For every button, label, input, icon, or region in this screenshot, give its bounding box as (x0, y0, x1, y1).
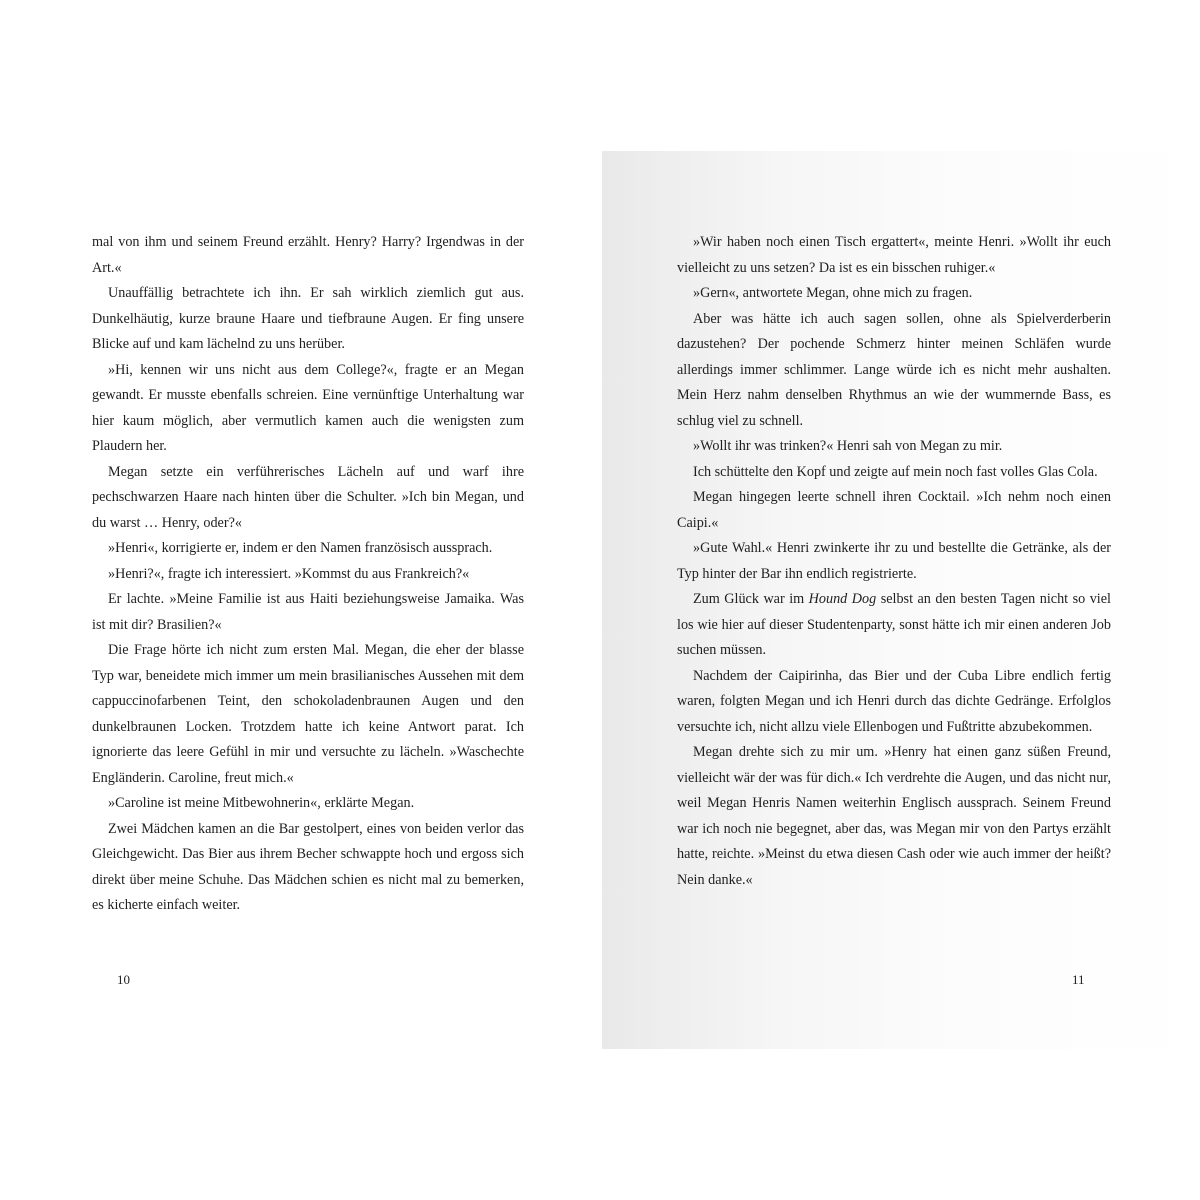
paragraph: Megan hingegen leerte schnell ihren Cocktail. »Ich nehm noch einen Caipi.« (677, 489, 1111, 531)
paragraph: »Wollt ihr was trinken?« Henri sah von Megan zu mir. (693, 438, 1003, 454)
bar-name-emphasis: Hound Dog (808, 591, 877, 607)
paragraph: »Caroline ist meine Mitbewohnerin«, erklärte Megan. (108, 795, 415, 811)
paragraph (677, 587, 1111, 664)
left-page-text (92, 230, 524, 919)
paragraph: »Hi, kennen wir uns nicht aus dem College?«, fragte er an Megan gewandt. Er musste ebenfalls schreien. Eine vernünftige Unterhaltung war hier kaum möglich, aber vermutlich kamen auch die wenigsten zum Plaudern her. (92, 361, 524, 454)
paragraph: Megan drehte sich zu mir um. »Henry hat einen ganz süßen Freund, vielleicht wär der was für dich.« Ich verdrehte die Augen, und das nicht nur, weil Megan Henris Namen weiterhin Englisch aussprach. Seinem Freund war ich noch nie begegnet, aber das, was Megan mir von den Partys erzählt hatte, reichte. »Meinst du etwa diesen Cash oder wie auch immer der heißt? Nein danke.« (677, 744, 1111, 888)
paragraph: »Gern«, antwortete Megan, ohne mich zu fragen. (693, 285, 973, 301)
paragraph: Er lachte. »Meine Familie ist aus Haiti beziehungsweise Jamaika. Was ist mit dir? Brasilien?« (92, 591, 524, 633)
paragraph-text: Zum Glück war im (693, 591, 809, 607)
right-page (602, 151, 1200, 1049)
paragraph: Zwei Mädchen kamen an die Bar gestolpert, eines von beiden verlor das Gleichgewicht. Das Bier aus ihrem Becher schwappte hoch und ergoss sich direkt über meine Schuhe. Das Mädchen schien es nicht mal zu bemerken, es kicherte einfach weiter. (92, 820, 524, 913)
paragraph: Nachdem der Caipirinha, das Bier und der Cuba Libre endlich fertig waren, folgten Megan und ich Henri durch das dichte Gedränge. Erfolglos versuchte ich, nicht allzu viele Ellenbogen und Fußtritte abzubekommen. (677, 667, 1111, 735)
paragraph: »Wir haben noch einen Tisch ergattert«, meinte Henri. »Wollt ihr euch vielleicht zu uns setzen? Da ist es ein bisschen ruhiger.« (677, 234, 1111, 276)
right-page-text (677, 230, 1111, 893)
paragraph: Die Frage hörte ich nicht zum ersten Mal. Megan, die eher der blasse Typ war, beneidete mich immer um mein brasilianisches Aussehen mit dem cappuccinofarbenen Teint, den schokoladenbraunen Augen und den dunkelbraunen Locken. Trotzdem hatte ich keine Antwort parat. Ich ignorierte das leere Gefühl in mir und versuchte zu lächeln. »Waschechte Engländerin. Caroline, freut mich.« (92, 642, 524, 786)
paragraph: »Henri«, korrigierte er, indem er den Namen französisch aussprach. (108, 540, 493, 556)
paragraph: »Henri?«, fragte ich interessiert. »Kommst du aus Frankreich?« (108, 565, 470, 582)
paragraph: mal von ihm und seinem Freund erzählt. Henry? Harry? Irgendwas in der Art.« (92, 234, 524, 276)
page-number-right: 11 (1072, 972, 1085, 987)
paragraph: Megan setzte ein verführerisches Lächeln auf und warf ihre pechschwarzen Haare nach hinten über die Schulter. »Ich bin Megan, und du warst … Henry, oder?« (92, 463, 524, 531)
paragraph-text: selbst an den besten Tagen nicht so viel los wie hier auf dieser Studentenparty, sonst hätte ich mir einen anderen Job suchen müssen. (677, 591, 1111, 658)
page-number-left: 10 (117, 972, 130, 987)
paragraph: Ich schüttelte den Kopf und zeigte auf mein noch fast volles Glas Cola. (693, 463, 1098, 480)
paragraph: Unauffällig betrachtete ich ihn. Er sah wirklich ziemlich gut aus. Dunkelhäutig, kurze braune Haare und tiefbraune Augen. Er fing unsere Blicke auf und kam lächelnd zu uns herüber. (92, 285, 524, 352)
paragraph: Aber was hätte ich auch sagen sollen, ohne als Spielverderberin dazustehen? Der pochende Schmerz hinter meinen Schläfen wurde allerdings immer schlimmer. Lange würde ich es nicht mehr aushalten. Mein Herz nahm denselben Rhythmus an wie der wummernde Bass, es schlug viel zu schnell. (677, 310, 1111, 429)
paragraph: »Gute Wahl.« Henri zwinkerte ihr zu und bestellte die Getränke, als der Typ hinter der Bar ihn endlich registrierte. (677, 540, 1111, 582)
